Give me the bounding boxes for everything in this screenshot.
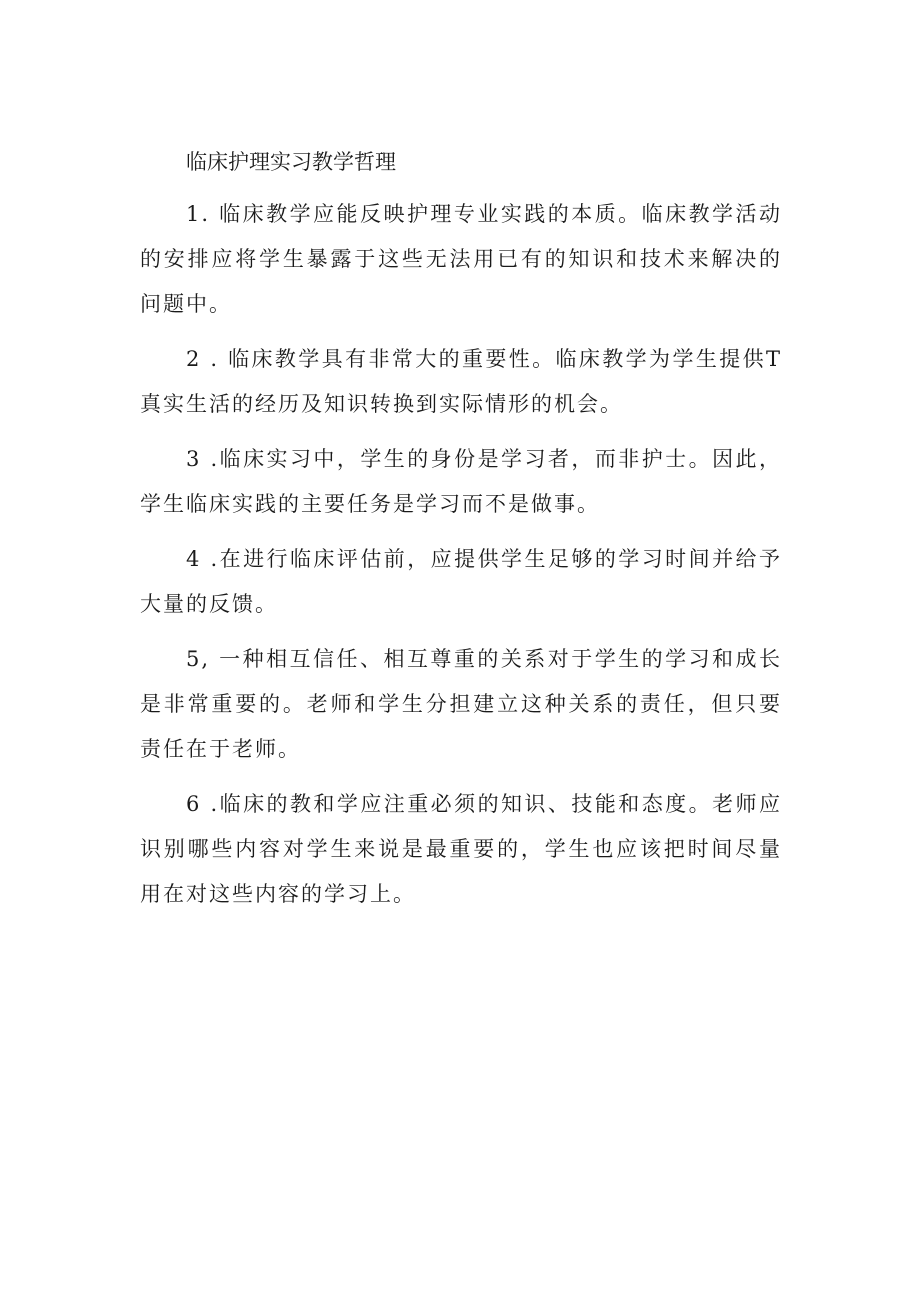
paragraph-5: 5, 一种相互信任、相互尊重的关系对于学生的学习和成长是非常重要的。老师和学生分担建立这种关系的责任，但只要责任在于老师。 [140,647,782,761]
paragraph-3: 3 .临床实习中，学生的身份是学习者，而非护士。因此，学生临床实践的主要任务是学习而不是做事。 [140,447,782,516]
paragraph-2: 2 . 临床教学具有非常大的重要性。临床教学为学生提供T真实生活的经历及知识转换到实际情形的机会。 [140,347,782,416]
document-body [140,142,782,917]
paragraph-4: 4 .在进行临床评估前，应提供学生足够的学习时间并给予大量的反馈。 [140,547,782,616]
document-title: 临床护理实习教学哲理 [186,150,396,174]
paragraph-1: 1. 临床教学应能反映护理专业实践的本质。临床教学活动的安排应将学生暴露于这些无法用已有的知识和技术来解决的问题中。 [140,202,782,316]
paragraph-6: 6 .临床的教和学应注重必须的知识、技能和态度。老师应识别哪些内容对学生来说是最重要的，学生也应该把时间尽量用在对这些内容的学习上。 [140,792,782,906]
